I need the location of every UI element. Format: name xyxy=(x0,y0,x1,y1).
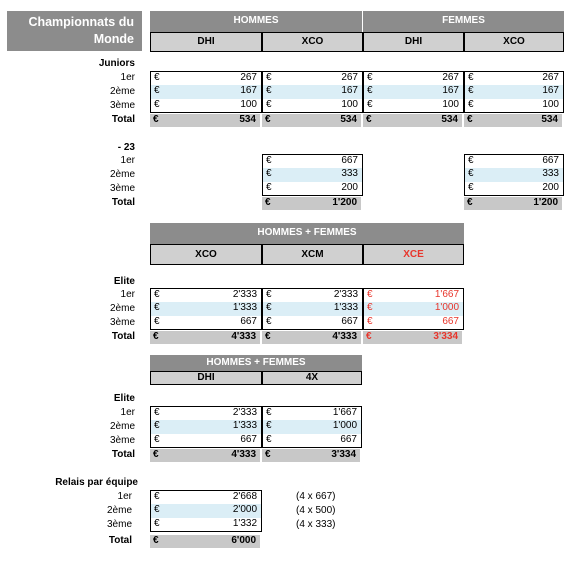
amount-cell xyxy=(262,302,363,316)
amount-value: 1'333 xyxy=(232,420,257,431)
currency-symbol: € xyxy=(266,420,272,431)
amount-value: 333 xyxy=(341,168,358,179)
rank-label-total: Total xyxy=(111,197,135,208)
currency-symbol: € xyxy=(468,182,474,193)
amount-cell xyxy=(150,85,262,99)
currency-symbol: € xyxy=(266,168,272,179)
header-hommes-femmes: HOMMES + FEMMES xyxy=(150,223,464,244)
amount-cell xyxy=(150,406,262,420)
amount-cell xyxy=(262,288,363,302)
rank-label: 2ème xyxy=(106,505,132,516)
col-hommes-dhi: DHI xyxy=(150,32,262,52)
col-dhi: DHI xyxy=(150,371,262,385)
amount-cell xyxy=(262,406,362,420)
currency-symbol: € xyxy=(153,331,159,342)
header-femmes: FEMMES xyxy=(363,11,564,32)
amount-cell xyxy=(262,168,363,182)
currency-symbol: € xyxy=(266,72,272,83)
currency-symbol: € xyxy=(266,316,272,327)
currency-symbol: € xyxy=(266,289,272,300)
amount-value: 1'000 xyxy=(332,420,357,431)
amount-cell xyxy=(464,85,564,99)
amount-cell xyxy=(363,99,464,113)
currency-symbol: € xyxy=(366,114,372,125)
rank-label: 2ème xyxy=(109,169,135,180)
amount-value: 167 xyxy=(341,85,358,96)
currency-symbol: € xyxy=(265,331,271,342)
currency-symbol: € xyxy=(154,420,160,431)
amount-cell xyxy=(262,316,363,330)
amount-cell xyxy=(363,302,464,316)
amount-cell xyxy=(262,85,363,99)
amount-value: 1'667 xyxy=(434,289,459,300)
total-cell xyxy=(464,197,562,210)
currency-symbol: € xyxy=(154,85,160,96)
section-label-elite: Elite xyxy=(113,276,135,287)
currency-symbol: € xyxy=(154,407,160,418)
page-title xyxy=(7,11,142,51)
total-value: 4'333 xyxy=(231,331,256,342)
amount-value: 1'333 xyxy=(232,302,257,313)
currency-symbol: € xyxy=(468,85,474,96)
amount-value: 267 xyxy=(542,72,559,83)
total-value: 4'333 xyxy=(231,449,256,460)
amount-value: 667 xyxy=(341,155,358,166)
amount-value: 100 xyxy=(442,99,459,110)
total-cell xyxy=(150,449,260,462)
currency-symbol: € xyxy=(266,155,272,166)
currency-symbol: € xyxy=(154,99,160,110)
rank-label: 3ème xyxy=(106,519,132,530)
amount-cell xyxy=(262,182,363,196)
total-cell xyxy=(150,535,260,548)
col-xce: XCE xyxy=(363,244,464,265)
currency-symbol: € xyxy=(153,449,159,460)
amount-value: 333 xyxy=(542,168,559,179)
header-hommes: HOMMES xyxy=(150,11,362,32)
total-cell xyxy=(150,331,260,344)
amount-cell xyxy=(363,288,464,302)
currency-symbol: € xyxy=(367,99,373,110)
currency-symbol: € xyxy=(266,99,272,110)
amount-value: 267 xyxy=(442,72,459,83)
currency-symbol: € xyxy=(153,114,159,125)
total-value: 3'334 xyxy=(331,449,356,460)
col-xco: XCO xyxy=(150,244,262,265)
amount-cell xyxy=(262,420,362,434)
title-line-2: Monde xyxy=(93,32,134,46)
currency-symbol: € xyxy=(266,407,272,418)
total-value: 534 xyxy=(239,114,256,125)
amount-cell xyxy=(150,420,262,434)
amount-cell xyxy=(262,99,363,113)
amount-cell xyxy=(262,71,363,85)
currency-symbol: € xyxy=(266,302,272,313)
amount-cell xyxy=(262,434,362,448)
currency-symbol: € xyxy=(154,289,160,300)
section-label-u23: - 23 xyxy=(117,142,135,153)
amount-cell xyxy=(150,302,262,316)
total-cell xyxy=(150,114,260,127)
amount-cell xyxy=(150,518,262,532)
currency-symbol: € xyxy=(468,155,474,166)
total-value: 534 xyxy=(541,114,558,125)
currency-symbol: € xyxy=(154,302,160,313)
currency-symbol: € xyxy=(154,518,160,529)
rank-label: 3ème xyxy=(109,435,135,446)
amount-value: 667 xyxy=(442,316,459,327)
rank-label: 1er xyxy=(120,289,135,300)
section-label-juniors: Juniors xyxy=(98,58,135,69)
currency-symbol: € xyxy=(367,316,373,327)
col-femmes-dhi: DHI xyxy=(363,32,464,52)
amount-cell xyxy=(464,154,564,168)
total-cell xyxy=(262,331,361,344)
amount-value: 2'000 xyxy=(232,504,257,515)
amount-cell xyxy=(150,490,262,504)
amount-cell xyxy=(464,182,564,196)
amount-value: 2'333 xyxy=(232,289,257,300)
currency-symbol: € xyxy=(366,331,372,342)
section-label-elite-2: Elite xyxy=(113,393,135,404)
total-cell xyxy=(363,114,462,127)
currency-symbol: € xyxy=(266,434,272,445)
currency-symbol: € xyxy=(265,449,271,460)
currency-symbol: € xyxy=(367,72,373,83)
rank-label: 1er xyxy=(120,155,135,166)
amount-value: 667 xyxy=(340,434,357,445)
col-4x: 4X xyxy=(262,371,362,385)
amount-value: 100 xyxy=(542,99,559,110)
amount-value: 1'667 xyxy=(332,407,357,418)
amount-value: 2'333 xyxy=(232,407,257,418)
rank-label: 3ème xyxy=(109,100,135,111)
amount-value: 2'668 xyxy=(232,491,257,502)
total-cell xyxy=(262,114,361,127)
amount-value: 1'332 xyxy=(232,518,257,529)
amount-cell xyxy=(150,71,262,85)
total-value: 534 xyxy=(441,114,458,125)
amount-value: 667 xyxy=(240,434,257,445)
amount-value: 167 xyxy=(542,85,559,96)
currency-symbol: € xyxy=(153,535,159,546)
amount-value: 267 xyxy=(240,72,257,83)
amount-cell xyxy=(464,71,564,85)
amount-value: 167 xyxy=(442,85,459,96)
total-value: 1'200 xyxy=(533,197,558,208)
currency-symbol: € xyxy=(265,197,271,208)
total-cell xyxy=(262,197,361,210)
amount-cell xyxy=(150,434,262,448)
amount-cell xyxy=(150,316,262,330)
currency-symbol: € xyxy=(468,72,474,83)
total-value: 6'000 xyxy=(231,535,256,546)
col-femmes-xco: XCO xyxy=(464,32,564,52)
amount-cell xyxy=(363,316,464,330)
total-value: 1'200 xyxy=(332,197,357,208)
amount-cell xyxy=(464,168,564,182)
currency-symbol: € xyxy=(367,289,373,300)
amount-value: 100 xyxy=(240,99,257,110)
title-line-1: Championnats du xyxy=(28,15,134,29)
currency-symbol: € xyxy=(266,85,272,96)
relais-note: (4 x 500) xyxy=(296,505,336,516)
rank-label: 2ème xyxy=(109,303,135,314)
total-cell xyxy=(262,449,360,462)
relais-note: (4 x 333) xyxy=(296,519,336,530)
amount-value: 667 xyxy=(542,155,559,166)
amount-value: 100 xyxy=(341,99,358,110)
col-xcm: XCM xyxy=(262,244,363,265)
amount-value: 200 xyxy=(542,182,559,193)
total-value: 534 xyxy=(340,114,357,125)
amount-cell xyxy=(464,99,564,113)
currency-symbol: € xyxy=(154,491,160,502)
relais-note: (4 x 667) xyxy=(296,491,336,502)
amount-value: 1'000 xyxy=(434,302,459,313)
currency-symbol: € xyxy=(367,302,373,313)
rank-label: 1er xyxy=(117,491,132,502)
currency-symbol: € xyxy=(468,99,474,110)
rank-label: 3ème xyxy=(109,317,135,328)
section-label-relais: Relais par équipe xyxy=(55,477,138,488)
currency-symbol: € xyxy=(154,72,160,83)
amount-value: 167 xyxy=(240,85,257,96)
rank-label: 1er xyxy=(120,407,135,418)
header-hommes-femmes-2: HOMMES + FEMMES xyxy=(150,355,362,371)
rank-label-total: Total xyxy=(111,114,135,125)
amount-cell xyxy=(363,71,464,85)
total-cell xyxy=(363,331,462,344)
total-value: 4'333 xyxy=(332,331,357,342)
currency-symbol: € xyxy=(265,114,271,125)
amount-cell xyxy=(363,85,464,99)
currency-symbol: € xyxy=(154,434,160,445)
currency-symbol: € xyxy=(467,114,473,125)
rank-label: 2ème xyxy=(109,421,135,432)
rank-label: 2ème xyxy=(109,86,135,97)
rank-label-total: Total xyxy=(111,331,135,342)
total-cell xyxy=(464,114,562,127)
col-hommes-xco: XCO xyxy=(262,32,363,52)
amount-cell xyxy=(150,288,262,302)
currency-symbol: € xyxy=(266,182,272,193)
currency-symbol: € xyxy=(467,197,473,208)
amount-cell xyxy=(150,99,262,113)
amount-value: 667 xyxy=(240,316,257,327)
rank-label-total: Total xyxy=(108,535,132,546)
amount-value: 267 xyxy=(341,72,358,83)
amount-cell xyxy=(150,504,262,518)
currency-symbol: € xyxy=(367,85,373,96)
rank-label: 3ème xyxy=(109,183,135,194)
amount-value: 1'333 xyxy=(333,302,358,313)
currency-symbol: € xyxy=(154,504,160,515)
amount-cell xyxy=(262,154,363,168)
rank-label: 1er xyxy=(120,72,135,83)
amount-value: 200 xyxy=(341,182,358,193)
rank-label-total: Total xyxy=(111,449,135,460)
currency-symbol: € xyxy=(468,168,474,179)
amount-value: 2'333 xyxy=(333,289,358,300)
total-value: 3'334 xyxy=(433,331,458,342)
amount-value: 667 xyxy=(341,316,358,327)
currency-symbol: € xyxy=(154,316,160,327)
